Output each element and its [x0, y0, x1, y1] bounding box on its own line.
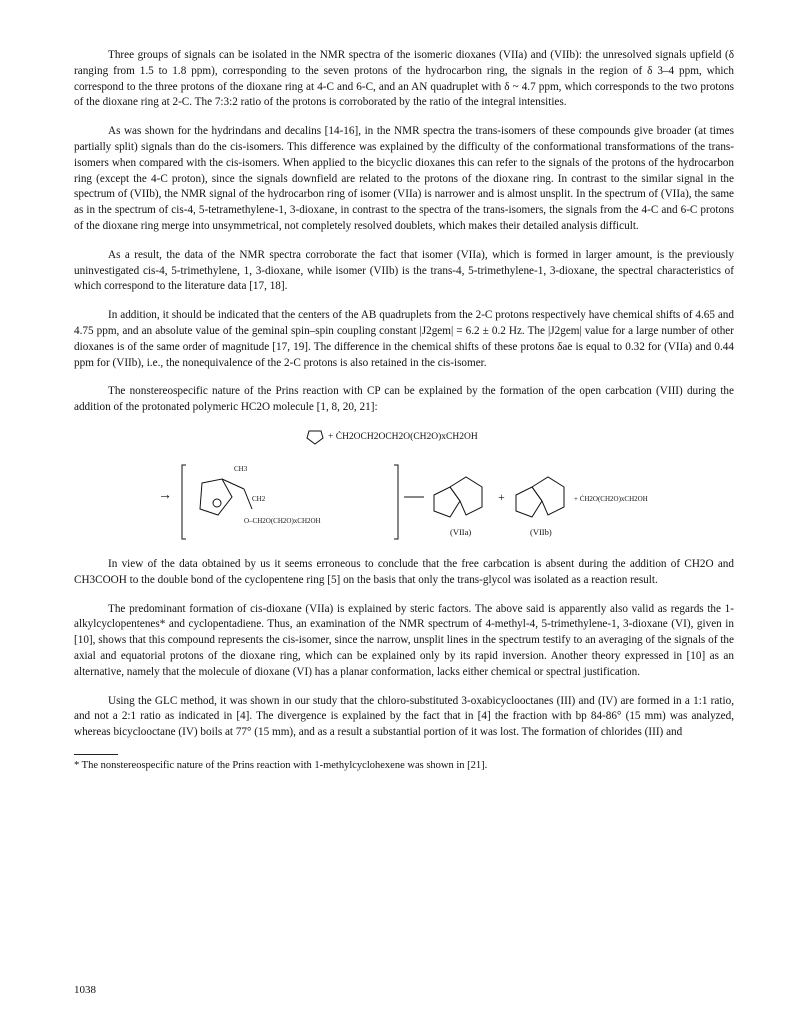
paragraph-6: In view of the data obtained by us it seems erroneous to conclude that the free carbcation is absent during the addition of CH2O and CH3COOH to the double bond of the cyclopentene ring [5] on the basis that only the trans-glycol was isolated as a reaction result. — [74, 557, 734, 586]
scheme-products — [94, 457, 734, 547]
page-body — [74, 48, 734, 773]
paragraph-2: As was shown for the hydrindans and decalins [14-16], in the NMR spectra the trans-isomers of these compounds give broader (at times partially split) signals than do the cis-isomers. This difference was explained by the difficulty of the conformational transformations of the trans-isomers when compared with the cis-isomers. When applied to the bicyclic dioxanes this can refer to the signals of the protons of the hydrocarbon ring (except the 4-C proton), since the signals downfield are related to the protons of the dioxane ring. In contrast to the similar signal in the spectrum of (VIIb), the NMR signal of the hydrocarbon ring of isomer (VIIa) is narrower and is almost unsplit. In the spectrum of (VIIa), the same as in the spectrum of cis-4, 5-tetramethylene-1, 3-dioxane, in contrast to the spectra of the trans-isomers, the signals from the 4-C and 6-C protons of the dioxane ring merge into unsymmetrical, not completely resolved doublets, which makes their detailed analysis difficult. — [74, 125, 734, 232]
paragraph-1: Three groups of signals can be isolated in the NMR spectra of the isomeric dioxanes (VIIa) and (VIIb): the unresolved signals upfield (δ ranging from 1.5 to 1.8 ppm), corresponding to the seven protons of the hydrocarbon ring, the signals in the region of δ 3–4 ppm, which correspond to the three protons of the dioxane ring at 4-C and 6-C, and an AN quadruplet with δ ~ 4.7 ppm, which corresponds to the two protons of the dioxane ring at 2-C. The 7:3:2 ratio of the protons is corroborated by the ratio of the integral intensities. — [74, 49, 734, 109]
reaction-scheme — [74, 429, 734, 547]
cyclopentene-icon — [306, 429, 324, 445]
scheme-byproduct: + ĊH2O(CH2O)xCH2OH — [574, 494, 648, 503]
paragraph-8: Using the GLC method, it was shown in our study that the chloro-substituted 3-oxabicyclooctanes (III) and (IV) are formed in a 1:1 ratio, and not a 2:1 ratio as indicated in [4]. The divergence is explained by the fact that in [4] the fraction with bp 84-86° (15 mm) was analyzed, whereas bicyclooctane (IV) boils at 77° (15 mm), and as a result a substantial portion of it was lost. The formation of chlorides (III) and — [74, 694, 734, 739]
page-number: 1038 — [74, 984, 96, 996]
svg-text:→: → — [158, 487, 172, 503]
scheme-ch3-label: CH3 — [234, 464, 248, 473]
paragraph-3: As a result, the data of the NMR spectra corroborate the fact that isomer (VIIa), which is formed in larger amount, is the previously uninvestigated cis-4, 5-trimethylene, 1, 3-dioxane, while isomer (VIIb) is the trans-4, 5-trimethylene-1, 3-dioxane, the spectral characteristics of which correspond to the literature data [17, 18]. — [74, 248, 734, 293]
footnote-separator — [74, 754, 118, 755]
scheme-intermediate-label: O–CH2O(CH2O)xCH2OH — [244, 516, 321, 525]
product-b-label: (VIIb) — [530, 526, 552, 537]
product-a-label: (VIIa) — [450, 526, 472, 537]
scheme-reagent: + ĊH2OCH2OCH2O(CH2O)xCH2OH — [328, 431, 478, 442]
paragraph-5: The nonstereospecific nature of the Prins reaction with CP can be explained by the formation of the open carbcation (VIII) during the addition of the protonated polymeric HC2O molecule [1, 8, 20, 21]: — [74, 385, 734, 414]
scheme-reactant — [306, 429, 478, 445]
paragraph-4: In addition, it should be indicated that the centers of the AB quadruplets from the 2-C protons respectively have chemical shifts of 4.65 and 4.75 ppm, and an absolute value of the geminal spin–spin coupling constant |J2gem| = 6.2 ± 0.2 Hz. The |J2gem| value for a large number of other dioxanes is of the same order of magnitude [17, 19]. The difference in the chemical shifts of these protons δae is equal to 0.32 for (VIIa) and 0.44 ppm for (VIIb), i.e., the nonequivalence of the 2-C protons is also retained in the cis-isomer. — [74, 309, 734, 369]
svg-text:+: + — [498, 489, 505, 504]
paragraph-7: The predominant formation of cis-dioxane (VIIa) is explained by steric factors. The above said is apparently also valid as regards the 1-alkylcyclopentenes* and cyclopentadiene. Thus, an examination of the NMR spectrum of 4-methyl-4, 5-trimethylene-1, 3-dioxane (VI), given in [10], shows that this compound represents the cis-isomer, since the narrow, unsplit lines in the spectrum testify to an averaging of the signals of the axial and equatorial protons of the dioxane ring, which can be explained only by its rapid inversion. Another theory expressed in [10] as an alternative, namely that the molecule of dioxane (VI) has a planar conformation, lacks either chemical or spectral justification. — [74, 602, 734, 678]
scheme-ch2-label: CH2 — [252, 494, 266, 503]
footnote: * The nonstereospecific nature of the Prins reaction with 1-methylcyclohexene was shown in [21]. — [74, 759, 488, 771]
